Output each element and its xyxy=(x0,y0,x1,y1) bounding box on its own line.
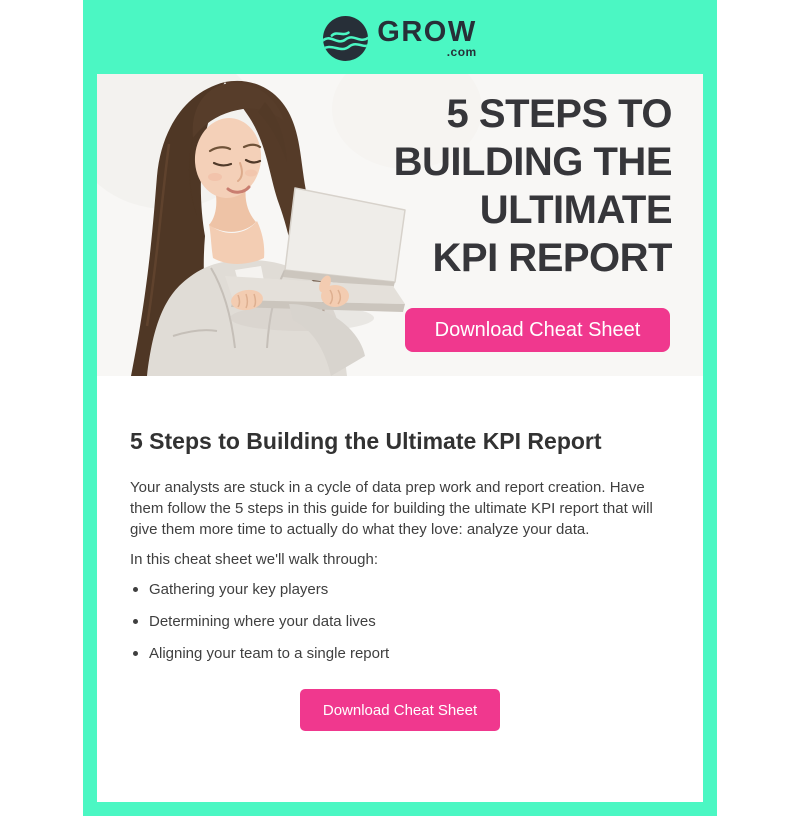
brand-tld: .com xyxy=(446,45,477,59)
list-item-label: Aligning your team to a single report xyxy=(149,645,390,662)
bullet-icon xyxy=(133,587,138,592)
email-body xyxy=(97,376,703,731)
hero-headline xyxy=(394,90,672,282)
list-intro: In this cheat sheet we'll walk through: xyxy=(130,551,378,568)
list-item xyxy=(130,643,670,664)
hero-section xyxy=(97,74,703,376)
bullet-icon xyxy=(133,619,138,624)
grow-logo[interactable] xyxy=(83,0,717,74)
hero-headline-line: ULTIMATE xyxy=(479,188,672,232)
hero-download-cheat-sheet-button[interactable]: Download Cheat Sheet xyxy=(405,308,670,352)
brand-name: GROW xyxy=(377,16,477,48)
intro-paragraph: Your analysts are stuck in a cycle of data prep work and report creation. Have them follow the 5 steps in this guide for building the ultimate KPI report that will give them more time to actually do what they love: analyze your data. xyxy=(130,479,653,538)
list-item-label: Gathering your key players xyxy=(149,581,329,598)
content-heading: 5 Steps to Building the Ultimate KPI Report xyxy=(130,428,602,454)
list-item-label: Determining where your data lives xyxy=(149,613,376,630)
logo-text xyxy=(377,18,476,58)
waves-circle-icon xyxy=(323,16,368,61)
bottom-download-cheat-sheet-button[interactable]: Download Cheat Sheet xyxy=(300,689,500,731)
email-background xyxy=(83,0,717,816)
hero-headline-line: 5 STEPS TO xyxy=(446,92,672,136)
bullet-icon xyxy=(133,651,138,656)
list-item xyxy=(130,611,670,632)
cheat-sheet-topics-list xyxy=(130,579,670,664)
list-item xyxy=(130,579,670,600)
email-card xyxy=(97,74,703,802)
hero-headline-line: KPI REPORT xyxy=(432,236,672,280)
hero-headline-line: BUILDING THE xyxy=(393,140,672,184)
bottom-cta-container xyxy=(130,689,670,731)
